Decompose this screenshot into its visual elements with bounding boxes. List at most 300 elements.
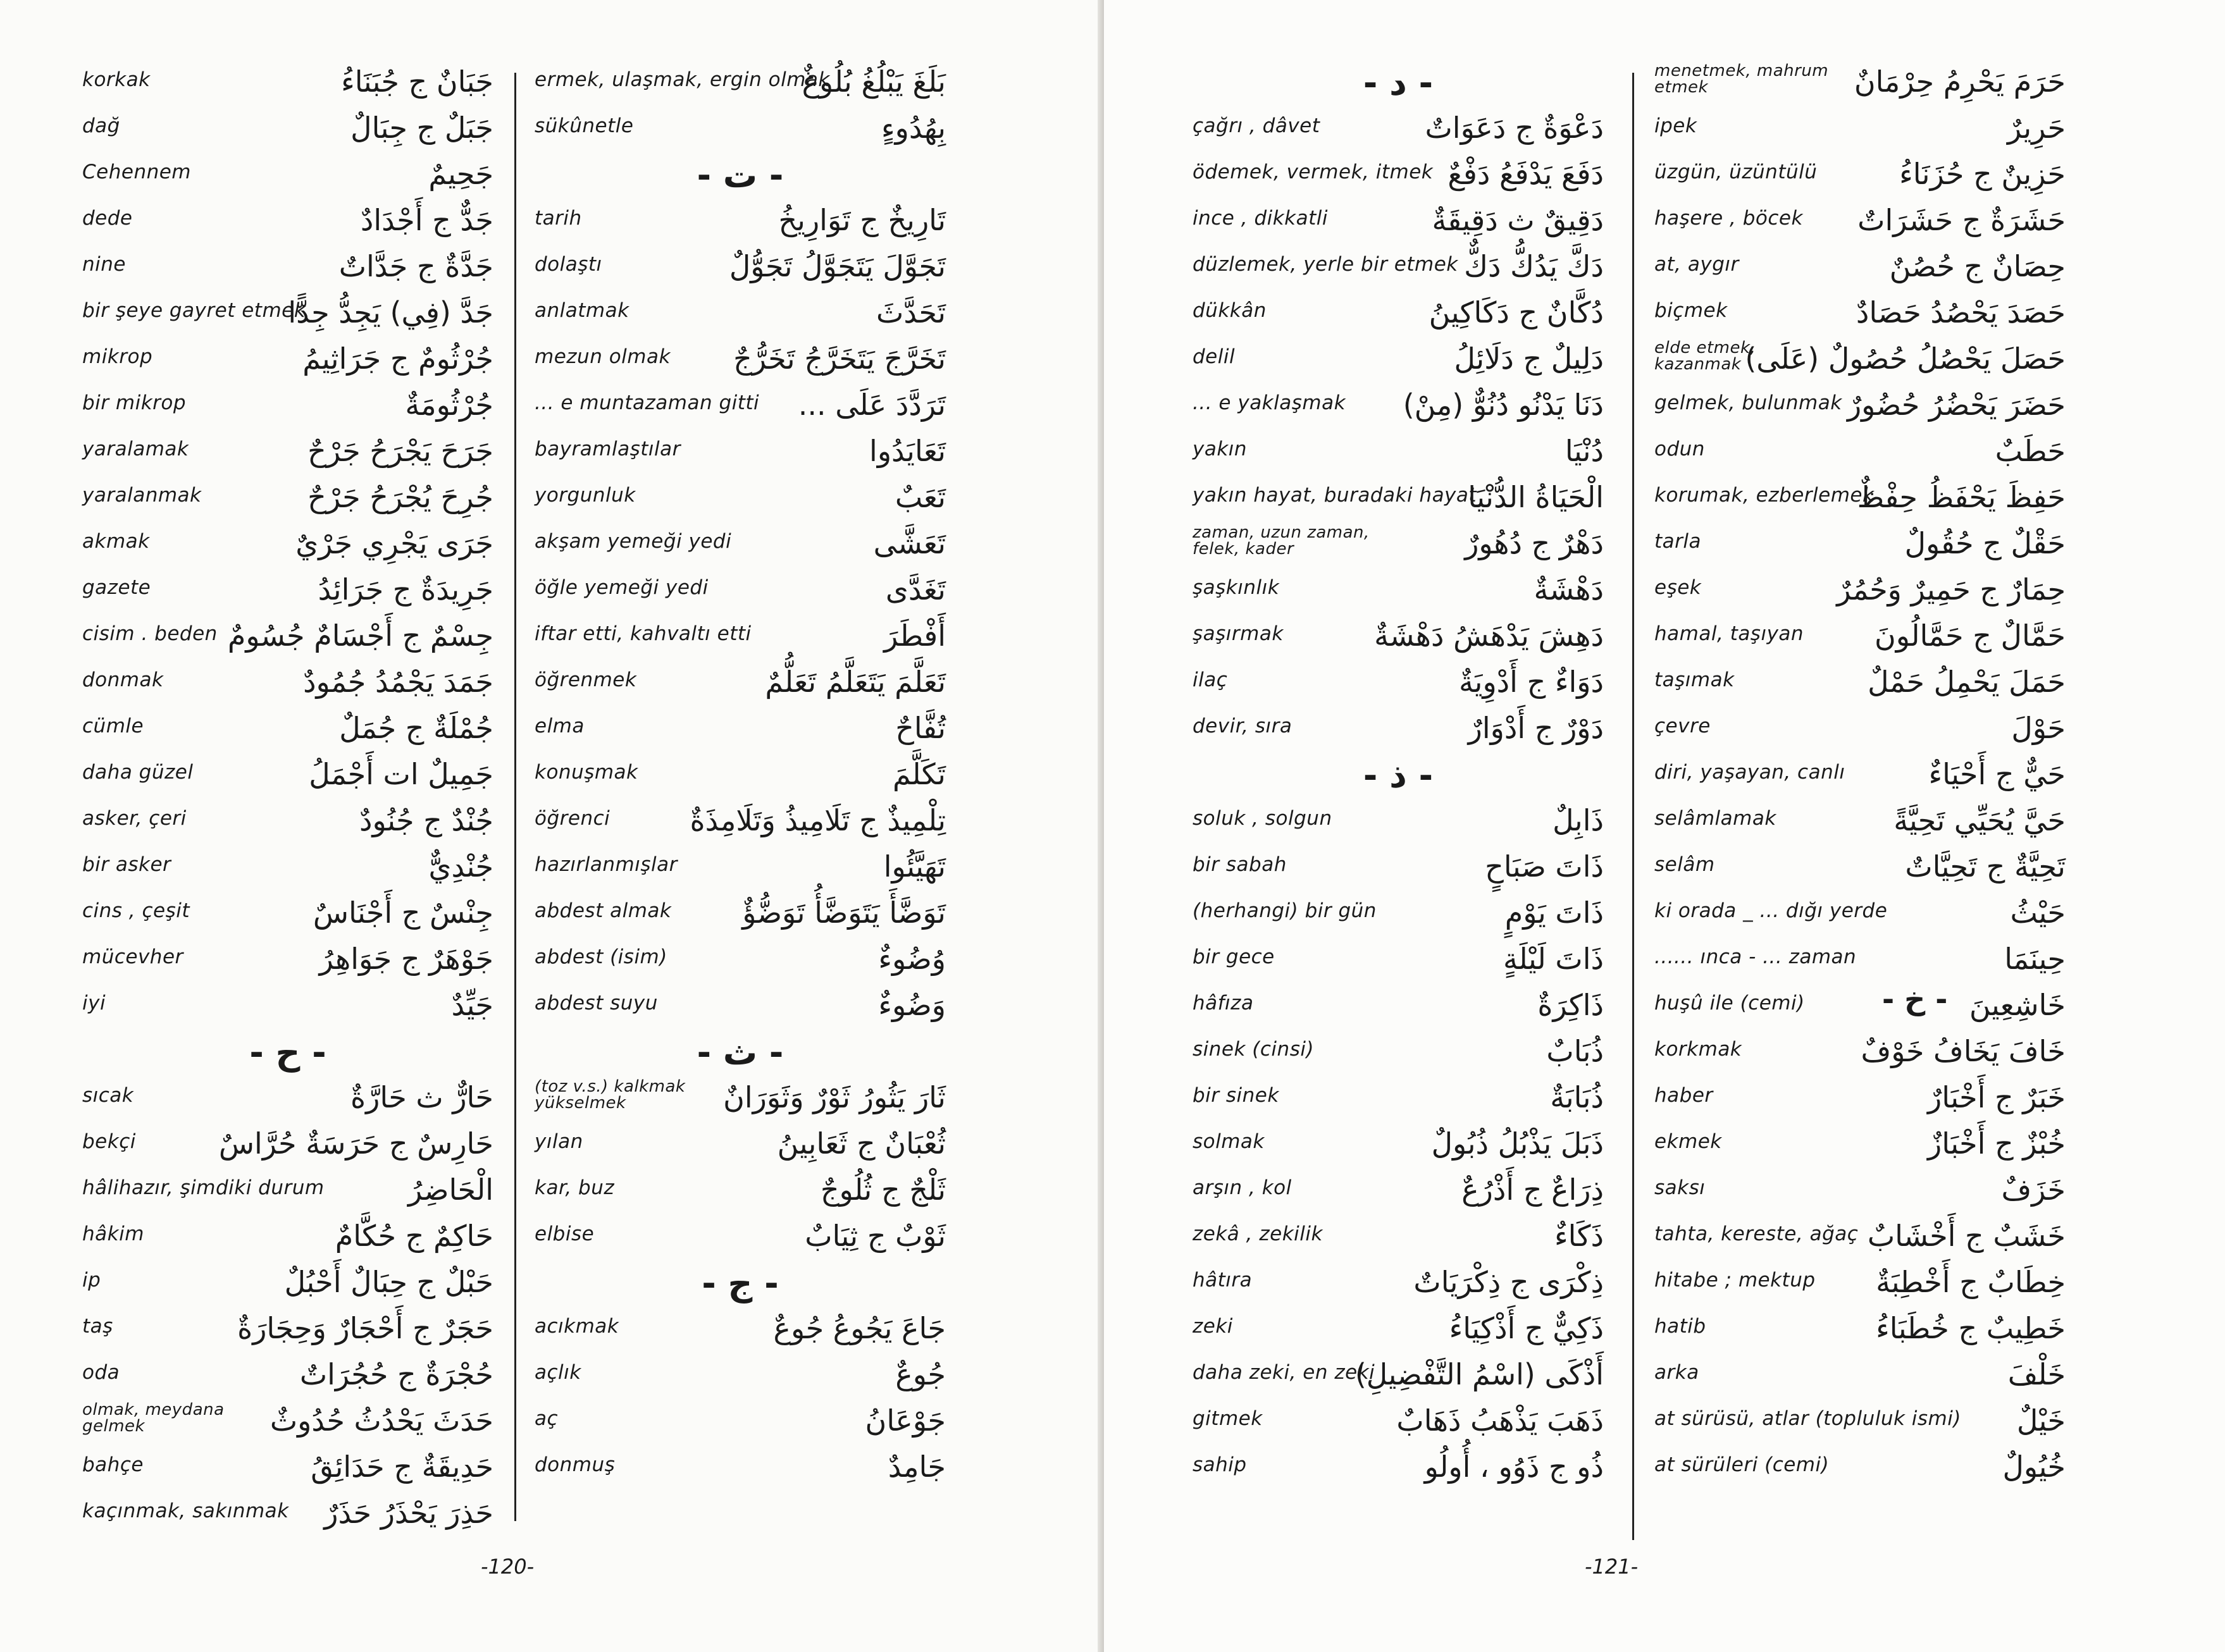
dictionary-entry xyxy=(1193,291,1604,337)
arabic-headword: خَشَبٌ ج أَخْشَابٌ xyxy=(1867,1219,2066,1253)
arabic-headword: خَلْفَ xyxy=(2007,1357,2066,1391)
dictionary-entry xyxy=(82,1168,493,1214)
dictionary-entry xyxy=(535,476,946,522)
dictionary-entry xyxy=(1193,429,1604,476)
dictionary-entry xyxy=(1654,245,2066,291)
arabic-headword: حَيْثُ xyxy=(2010,896,2066,930)
dictionary-entry xyxy=(1654,1030,2066,1076)
arabic-headword: ذُبَابٌ xyxy=(1546,1034,1604,1068)
dictionary-entry xyxy=(535,660,946,706)
arabic-headword: خِطَابٌ ج أَخْطِبَةٌ xyxy=(1876,1265,2066,1299)
turkish-meaning: arşın , kol xyxy=(1193,1176,1292,1199)
turkish-meaning: nine xyxy=(82,253,126,276)
letter-section-header: - د - xyxy=(1363,63,1434,103)
turkish-meaning: donmuş xyxy=(535,1453,616,1476)
arabic-headword: خَزَفٌ xyxy=(2001,1173,2066,1207)
dictionary-entry xyxy=(535,937,946,983)
dictionary-entry xyxy=(1654,1307,2066,1353)
arabic-headword: تَوَضَّأَ يَتَوَضَّأُ تَوَضُّؤٌ xyxy=(742,896,946,930)
arabic-headword: دَهْرٌ ج دُهُورٌ xyxy=(1465,526,1604,560)
turkish-meaning: çağrı , dâvet xyxy=(1193,114,1320,137)
dictionary-entry xyxy=(1654,199,2066,245)
page-120 xyxy=(0,0,1104,1652)
dictionary-entry xyxy=(1654,1353,2066,1399)
arabic-headword: حَبْلٌ ج حِبَالٌ أَحْبُلٌ xyxy=(284,1265,493,1299)
turkish-meaning: hitabe ; mektup xyxy=(1654,1269,1816,1291)
dictionary-entry xyxy=(1193,199,1604,245)
arabic-headword: جَوْعَانُ xyxy=(865,1403,946,1438)
turkish-meaning: diri, yaşayan, canlı xyxy=(1654,761,1845,784)
column-divider xyxy=(514,73,516,1521)
dictionary-entry xyxy=(1193,614,1604,660)
arabic-headword: خُبْزٌ ج أَخْبَازٌ xyxy=(1928,1126,2066,1161)
turkish-meaning: cisim . beden xyxy=(82,622,218,645)
arabic-headword: ذَكَاءٌ xyxy=(1554,1219,1604,1253)
dictionary-entry xyxy=(535,891,946,937)
turkish-meaning: dükkân xyxy=(1193,299,1267,322)
turkish-meaning: iftar etti, kahvaltı etti xyxy=(535,622,752,645)
arabic-headword: حَيَّ يُحَيِّي تَحِيَّةً xyxy=(1893,803,2066,837)
dictionary-entry xyxy=(82,983,493,1030)
turkish-meaning: elma xyxy=(535,715,585,737)
turkish-meaning: gazete xyxy=(82,576,151,599)
dictionary-entry xyxy=(1193,660,1604,706)
arabic-headword: تَغَدَّى xyxy=(885,572,946,607)
turkish-meaning: üzgün, üzüntülü xyxy=(1654,161,1818,183)
arabic-headword: ثَوْبٌ ج ثِيَابٌ xyxy=(805,1219,946,1253)
arabic-headword: جُنْدٌ ج جُنُودٌ xyxy=(359,803,493,837)
page-120-column-2 xyxy=(535,60,946,1491)
turkish-meaning: tahta, kereste, ağaç xyxy=(1654,1223,1859,1245)
dictionary-entry xyxy=(535,106,946,152)
arabic-headword: دُكَّانٌ ج دَكَاكِينُ xyxy=(1429,295,1604,330)
arabic-headword: جَدٌّ ج أَجْدَادٌ xyxy=(360,203,493,237)
turkish-meaning: mücevher xyxy=(82,946,183,968)
dictionary-entry xyxy=(1193,1307,1604,1353)
turkish-meaning: ...... ınca - ... zaman xyxy=(1654,946,1857,968)
dictionary-entry xyxy=(82,1445,493,1491)
dictionary-entry xyxy=(1654,983,2066,1030)
arabic-headword: تَجَوَّلَ يَتَجَوَّلُ تَجَوُّلٌ xyxy=(729,249,946,283)
turkish-meaning: daha zeki, en zeki xyxy=(1193,1361,1375,1384)
arabic-headword: حَصَدَ يَحْصُدُ حَصَادٌ xyxy=(1856,295,2066,330)
turkish-meaning: bir sinek xyxy=(1193,1084,1279,1107)
turkish-meaning: hatib xyxy=(1654,1315,1706,1338)
arabic-headword: ذُو ج ذَوُو ، أُولُو xyxy=(1424,1450,1604,1484)
dictionary-entry xyxy=(82,476,493,522)
dictionary-entry xyxy=(1193,1214,1604,1261)
turkish-meaning: mezun olmak xyxy=(535,345,671,368)
arabic-headword: جَيِّدٌ xyxy=(451,988,493,1022)
dictionary-entry xyxy=(535,383,946,429)
turkish-meaning: ekmek xyxy=(1654,1130,1722,1153)
turkish-meaning: tarla xyxy=(1654,530,1702,553)
turkish-meaning: saksı xyxy=(1654,1176,1706,1199)
page-121-column-1 xyxy=(1193,60,1604,1491)
dictionary-entry xyxy=(1193,706,1604,753)
turkish-meaning: ki orada _ ... dığı yerde xyxy=(1654,899,1888,922)
dictionary-entry xyxy=(82,199,493,245)
turkish-meaning: şaşkınlık xyxy=(1193,576,1280,599)
dictionary-entry xyxy=(1654,1445,2066,1491)
arabic-headword: حَشَرَةٌ ج حَشَرَاتٌ xyxy=(1857,203,2066,237)
dictionary-entry xyxy=(1654,383,2066,429)
arabic-headword: جَدَّ (فِي) يَجِدُّ جِدًّا xyxy=(288,295,493,330)
turkish-meaning: menetmek, mahrum etmek xyxy=(1654,61,1829,97)
arabic-headword: حَاكِمٌ ج حُكَّامٌ xyxy=(335,1219,493,1253)
arabic-headword: حَزِينٌ ج حُزَنَاءُ xyxy=(1899,157,2066,191)
arabic-headword: حَجَرٌ ج أَحْجَارٌ وَحِجَارَةٌ xyxy=(237,1311,493,1345)
arabic-headword: جَبَلٌ ج جِبَالٌ xyxy=(350,111,493,145)
turkish-meaning: hâkim xyxy=(82,1223,144,1245)
turkish-meaning: at sürüleri (cemi) xyxy=(1654,1453,1830,1476)
dictionary-entry xyxy=(1654,1076,2066,1122)
turkish-meaning: iyi xyxy=(82,992,106,1014)
turkish-meaning: acıkmak xyxy=(535,1315,619,1338)
arabic-headword: تَرَدَّدَ عَلَى ... xyxy=(798,388,946,422)
arabic-headword: خُيُولٌ xyxy=(2002,1450,2066,1484)
turkish-meaning: öğrenmek xyxy=(535,669,637,691)
dictionary-entry xyxy=(535,983,946,1030)
turkish-meaning: yakın xyxy=(1193,438,1248,460)
dictionary-entry xyxy=(535,1168,946,1214)
arabic-headword: تَحِيَّةٌ ج تَحِيَّاتٌ xyxy=(1905,849,2066,884)
dictionary-entry xyxy=(82,937,493,983)
dictionary-entry xyxy=(535,614,946,660)
dictionary-entry xyxy=(535,753,946,799)
arabic-headword: حَدِيقَةٌ ج حَدَائِقُ xyxy=(311,1450,493,1484)
turkish-meaning: cins , çeşit xyxy=(82,899,190,922)
arabic-headword: حَصَلَ يَحْصُلُ حُصُولٌ (عَلَى) xyxy=(1745,342,2066,376)
turkish-meaning: haşere , böcek xyxy=(1654,207,1803,230)
turkish-meaning: hamal, taşıyan xyxy=(1654,622,1804,645)
arabic-headword: حَرَمَ يَحْرِمُ حِرْمَانٌ xyxy=(1854,65,2066,99)
turkish-meaning: at sürüsü, atlar (topluluk ismi) xyxy=(1654,1407,1961,1430)
turkish-meaning: şaşırmak xyxy=(1193,622,1284,645)
dictionary-entry xyxy=(535,1214,946,1261)
arabic-headword: تَهَيَّئُوا xyxy=(883,849,946,884)
arabic-headword: دَهْشَةٌ xyxy=(1534,572,1604,607)
arabic-headword: أَفْطَرَ xyxy=(884,619,946,653)
dictionary-entry xyxy=(1193,1399,1604,1445)
letter-section-header: - ث - xyxy=(697,1033,784,1073)
dictionary-entry xyxy=(535,60,946,106)
arabic-headword: دَكَّ يَدُكُّ دَكٌّ xyxy=(1464,249,1604,283)
turkish-meaning: (toz v.s.) kalkmak yükselmek xyxy=(535,1077,686,1113)
page-number: -120- xyxy=(481,1555,535,1579)
dictionary-entry xyxy=(1193,1076,1604,1122)
dictionary-entry xyxy=(535,337,946,383)
turkish-meaning: ilaç xyxy=(1193,669,1228,691)
dictionary-entry xyxy=(82,1353,493,1399)
turkish-meaning: hâfıza xyxy=(1193,992,1254,1014)
page-number: -121- xyxy=(1585,1555,1639,1579)
turkish-meaning: açlık xyxy=(535,1361,581,1384)
turkish-meaning: zeki xyxy=(1193,1315,1233,1338)
arabic-headword: دَوَاءٌ ج أَدْوِيَةٌ xyxy=(1459,665,1604,699)
dictionary-entry xyxy=(82,891,493,937)
arabic-headword: ذِكْرَى ج ذِكْرَيَاتٌ xyxy=(1413,1265,1604,1299)
letter-section-header: - ت - xyxy=(697,156,784,195)
dictionary-entry xyxy=(1654,1168,2066,1214)
arabic-headword: ذَكِيٌّ ج أَذْكِيَاءُ xyxy=(1449,1311,1604,1345)
turkish-meaning: yaralamak xyxy=(82,438,189,460)
turkish-meaning: korkmak xyxy=(1654,1038,1742,1061)
turkish-meaning: elbise xyxy=(535,1223,595,1245)
turkish-meaning: dağ xyxy=(82,114,120,137)
turkish-meaning: daha güzel xyxy=(82,761,194,784)
arabic-headword: ثَارَ يَثُورُ ثَوْرٌ وَثَوَرَانٌ xyxy=(723,1080,946,1114)
arabic-headword: تُفَّاحٌ xyxy=(895,711,946,745)
turkish-meaning: devir, sıra xyxy=(1193,715,1292,737)
dictionary-entry xyxy=(1193,983,1604,1030)
dictionary-entry xyxy=(82,845,493,891)
arabic-headword: ذَاكِرَةٌ xyxy=(1537,988,1604,1022)
arabic-headword: حَفِظَ يَحْفَظُ حِفْظٌ xyxy=(1857,480,2066,514)
dictionary-entry xyxy=(82,1122,493,1168)
dictionary-entry xyxy=(535,845,946,891)
turkish-meaning: biçmek xyxy=(1654,299,1728,322)
arabic-headword: جَاعَ يَجُوعُ جُوعٌ xyxy=(773,1311,946,1345)
arabic-headword: حَدَثَ يَحْدُثُ حُدُوثٌ xyxy=(270,1403,493,1438)
turkish-meaning: huşû ile (cemi) xyxy=(1654,992,1805,1014)
dictionary-entry xyxy=(1193,1353,1604,1399)
arabic-headword: جُمْلَةٌ ج جُمَلٌ xyxy=(339,711,493,745)
arabic-headword: حَضَرَ يَحْضُرُ حُضُورٌ xyxy=(1847,388,2066,422)
arabic-headword: جُرِحَ يُجْرَحُ جَرْحٌ xyxy=(307,480,493,514)
turkish-meaning: bahçe xyxy=(82,1453,144,1476)
arabic-headword: بِهُدُوءٍ xyxy=(881,111,946,145)
dictionary-entry xyxy=(1193,383,1604,429)
turkish-meaning: kar, buz xyxy=(535,1176,615,1199)
turkish-meaning: ermek, ulaşmak, ergin olmak xyxy=(535,68,830,91)
dictionary-entry xyxy=(1193,522,1604,568)
arabic-headword: حَارِسٌ ج حَرَسَةٌ حُرَّاسٌ xyxy=(218,1126,493,1161)
turkish-meaning: ip xyxy=(82,1269,101,1291)
turkish-meaning: dolaştı xyxy=(535,253,602,276)
arabic-headword: خَبَرٌ ج أَخْبَارٌ xyxy=(1928,1080,2066,1114)
dictionary-entry xyxy=(82,60,493,106)
arabic-headword: وُضُوءٌ xyxy=(878,942,946,976)
arabic-headword: جَمَدَ يَجْمُدُ جُمُودٌ xyxy=(303,665,493,699)
arabic-headword: حَقْلٌ ج حُقُولٌ xyxy=(1904,526,2066,560)
turkish-meaning: yakın hayat, buradaki hayat xyxy=(1193,484,1477,507)
turkish-meaning: bir asker xyxy=(82,853,171,876)
dictionary-entry xyxy=(82,291,493,337)
dictionary-entry xyxy=(1654,106,2066,152)
arabic-headword: ثَلْجٌ ج ثُلُوجٌ xyxy=(820,1173,946,1207)
arabic-headword: أَذْكَى (اسْمُ التَّفْضِيلِ) xyxy=(1354,1357,1604,1391)
arabic-headword: الْحَاضِرُ xyxy=(408,1173,493,1207)
turkish-meaning: donmak xyxy=(82,669,164,691)
dictionary-entry xyxy=(82,245,493,291)
arabic-headword: خَيْلٌ xyxy=(2016,1403,2066,1438)
dictionary-entry xyxy=(535,706,946,753)
turkish-meaning: konuşmak xyxy=(535,761,638,784)
arabic-headword: تَحَدَّثَ xyxy=(876,295,946,330)
page-121 xyxy=(1104,0,2225,1652)
dictionary-entry xyxy=(535,1122,946,1168)
dictionary-entry xyxy=(1193,337,1604,383)
dictionary-entry xyxy=(1193,1168,1604,1214)
turkish-meaning: yaralanmak xyxy=(82,484,202,507)
dictionary-entry xyxy=(1193,891,1604,937)
arabic-headword: ذَاتَ لَيْلَةٍ xyxy=(1503,942,1604,976)
dictionary-entry xyxy=(1654,937,2066,983)
arabic-headword: تِلْمِيذٌ ج تَلَامِيذُ وَتَلَامِذَةٌ xyxy=(690,803,946,837)
turkish-meaning: abdest almak xyxy=(535,899,672,922)
arabic-headword: ذَابِلٌ xyxy=(1553,803,1604,837)
arabic-headword: دَفَعَ يَدْفَعُ دَفْعٌ xyxy=(1447,157,1604,191)
arabic-headword: حَمَلَ يَحْمِلُ حَمْلٌ xyxy=(1868,665,2066,699)
dictionary-entry xyxy=(82,152,493,199)
arabic-headword: تَخَرَّجَ يَتَخَرَّجُ تَخَرُّجٌ xyxy=(733,342,946,376)
turkish-meaning: korumak, ezberlemek xyxy=(1654,484,1875,507)
turkish-meaning: akmak xyxy=(82,530,150,553)
dictionary-entry xyxy=(1193,845,1604,891)
turkish-meaning: abdest (isim) xyxy=(535,946,667,968)
arabic-headword: جُرْثُومٌ ج جَرَاثِيمُ xyxy=(302,342,493,376)
turkish-meaning: selâmlamak xyxy=(1654,807,1776,830)
arabic-headword: حِينَمَا xyxy=(2004,942,2066,976)
dictionary-entry xyxy=(1654,614,2066,660)
arabic-headword: حَرِيرٌ xyxy=(2007,111,2066,145)
turkish-meaning: öğle yemeği yedi xyxy=(535,576,709,599)
letter-section-header: - خ - xyxy=(1882,982,1948,1016)
dictionary-entry xyxy=(1654,522,2066,568)
arabic-headword: ذَبَلَ يَذْبُلُ ذُبُولٌ xyxy=(1431,1126,1604,1161)
dictionary-entry xyxy=(1654,1214,2066,1261)
turkish-meaning: hâlihazır, şimdiki durum xyxy=(82,1176,325,1199)
turkish-meaning: yorgunluk xyxy=(535,484,636,507)
turkish-meaning: bir gece xyxy=(1193,946,1275,968)
turkish-meaning: haber xyxy=(1654,1084,1713,1107)
turkish-meaning: olmak, meydana gelmek xyxy=(82,1400,225,1436)
dictionary-entry xyxy=(82,660,493,706)
turkish-meaning: (herhangi) bir gün xyxy=(1193,899,1377,922)
turkish-meaning: düzlemek, yerle bir etmek xyxy=(1193,253,1458,276)
arabic-headword: جَبَانٌ ج جُبَنَاءُ xyxy=(341,65,493,99)
arabic-headword: جُرْثُومَةٌ xyxy=(405,388,493,422)
letter-section-header: - ح - xyxy=(249,1033,326,1073)
arabic-headword: خَاشِعِينَ xyxy=(1969,988,2066,1022)
dictionary-entry xyxy=(1193,799,1604,845)
page-120-column-1 xyxy=(82,60,493,1538)
dictionary-entry xyxy=(535,245,946,291)
arabic-headword: حَمَّالٌ ج حَمَّالُونَ xyxy=(1874,619,2066,653)
dictionary-entry xyxy=(1654,891,2066,937)
dictionary-entry xyxy=(1193,1122,1604,1168)
turkish-meaning: ipek xyxy=(1654,114,1697,137)
arabic-headword: تَعَشَّى xyxy=(873,526,946,560)
dictionary-entry xyxy=(1654,753,2066,799)
arabic-headword: تَكَلَّمَ xyxy=(892,757,946,791)
turkish-meaning: hâtıra xyxy=(1193,1269,1253,1291)
turkish-meaning: çevre xyxy=(1654,715,1711,737)
dictionary-entry xyxy=(535,1399,946,1445)
dictionary-entry xyxy=(535,522,946,568)
dictionary-entry xyxy=(82,753,493,799)
dictionary-entry xyxy=(1193,106,1604,152)
dictionary-entry xyxy=(82,337,493,383)
arabic-headword: دَعْوَةٌ ج دَعَوَاتٌ xyxy=(1425,111,1604,145)
arabic-headword: حِصَانٌ ج حُصُنٌ xyxy=(1889,249,2066,283)
arabic-headword: جَمِيلٌ ات أَجْمَلُ xyxy=(309,757,493,791)
arabic-headword: جَحِيمٌ xyxy=(428,157,493,191)
turkish-meaning: korkak xyxy=(82,68,151,91)
turkish-meaning: zaman, uzun zaman, felek, kader xyxy=(1193,523,1370,558)
arabic-headword: جَوْهَرٌ ج جَوَاهِرُ xyxy=(319,942,493,976)
dictionary-entry xyxy=(535,568,946,614)
arabic-headword: ذَاتَ يَوْمٍ xyxy=(1504,896,1604,930)
turkish-meaning: bekçi xyxy=(82,1130,136,1153)
dictionary-entry xyxy=(1654,429,2066,476)
arabic-headword: الْحَيَاةُ الدُّنْيَا xyxy=(1468,480,1604,514)
dictionary-entry xyxy=(1193,568,1604,614)
dictionary-entry xyxy=(1654,1122,2066,1168)
letter-section-header: - ج - xyxy=(702,1264,779,1304)
turkish-meaning: gelmek, bulunmak xyxy=(1654,391,1842,414)
arabic-headword: جِسْمٌ ج أَجْسَامٌ جُسُومٌ xyxy=(227,619,493,653)
dictionary-entry xyxy=(1654,1261,2066,1307)
arabic-headword: ثُعْبَانٌ ج ثَعَابِينُ xyxy=(777,1126,946,1161)
turkish-meaning: bir mikrop xyxy=(82,391,187,414)
turkish-meaning: delil xyxy=(1193,345,1236,368)
dictionary-entry xyxy=(82,1307,493,1353)
dictionary-entry xyxy=(535,1076,946,1122)
arabic-headword: حَطَبٌ xyxy=(1995,434,2066,468)
dictionary-entry xyxy=(535,799,946,845)
turkish-meaning: odun xyxy=(1654,438,1705,460)
arabic-headword: ذِرَاعٌ ج أَذْرُعٌ xyxy=(1461,1173,1604,1207)
turkish-meaning: sinek (cinsi) xyxy=(1193,1038,1315,1061)
turkish-meaning: cümle xyxy=(82,715,144,737)
dictionary-entry xyxy=(535,1307,946,1353)
dictionary-entry xyxy=(1654,706,2066,753)
dictionary-entry xyxy=(1654,660,2066,706)
turkish-meaning: soluk , solgun xyxy=(1193,807,1332,830)
dictionary-entry xyxy=(1193,476,1604,522)
dictionary-entry xyxy=(1654,291,2066,337)
dictionary-entry xyxy=(82,522,493,568)
turkish-meaning: arka xyxy=(1654,1361,1699,1384)
dictionary-entry xyxy=(1654,152,2066,199)
dictionary-entry xyxy=(535,1445,946,1491)
dictionary-entry xyxy=(1654,845,2066,891)
arabic-headword: ذَاتَ صَبَاحٍ xyxy=(1485,849,1604,884)
dictionary-entry xyxy=(1654,337,2066,383)
dictionary-entry xyxy=(82,1076,493,1122)
arabic-headword: خَافَ يَخَافُ خَوْفٌ xyxy=(1861,1034,2066,1068)
dictionary-entry xyxy=(535,429,946,476)
dictionary-entry xyxy=(82,799,493,845)
dictionary-entry xyxy=(82,383,493,429)
dictionary-entry xyxy=(82,1491,493,1538)
dictionary-entry xyxy=(1654,60,2066,106)
turkish-meaning: ince , dikkatli xyxy=(1193,207,1329,230)
arabic-headword: دَلِيلٌ ج دَلَائِلُ xyxy=(1454,342,1604,376)
turkish-meaning: ödemek, vermek, itmek xyxy=(1193,161,1434,183)
turkish-meaning: asker, çeri xyxy=(82,807,187,830)
arabic-headword: جَدَّةٌ ج جَدَّاتٌ xyxy=(338,249,493,283)
turkish-meaning: zekâ , zekilik xyxy=(1193,1223,1323,1245)
dictionary-entry xyxy=(535,1353,946,1399)
turkish-meaning: selâm xyxy=(1654,853,1715,876)
arabic-headword: تَارِيخٌ ج تَوَارِيخُ xyxy=(778,203,946,237)
arabic-headword: حُجْرَةٌ ج حُجُرَاتٌ xyxy=(299,1357,493,1391)
turkish-meaning: hazırlanmışlar xyxy=(535,853,678,876)
dictionary-entry xyxy=(535,199,946,245)
